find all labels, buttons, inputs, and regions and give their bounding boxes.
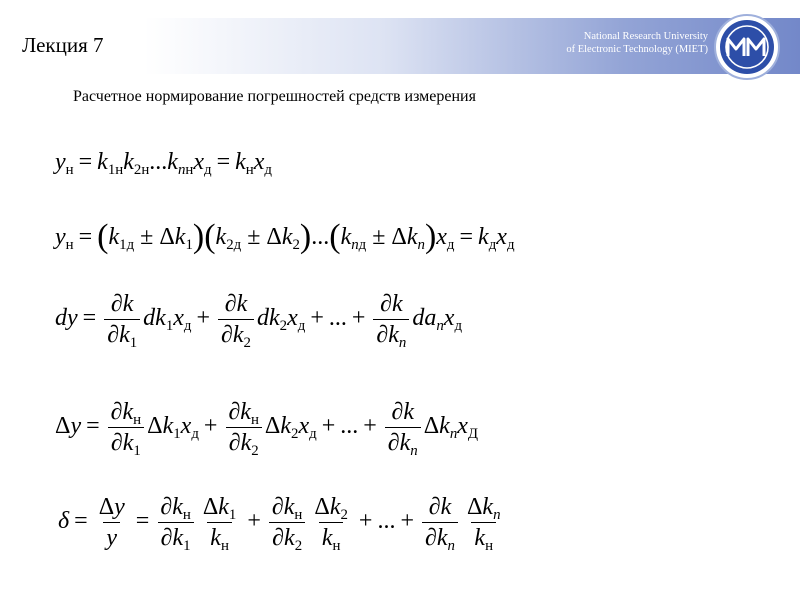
formula-3: dy = $\frac{\partial k}{\partial k_1}$ $dk_1x_д$ + $\frac{\partial k}{\partial k_2}$ $dk_2x_д$ + ... + $\frac{\partial k}{\partial k_n}$ $da_nx_д$ (55, 291, 463, 352)
formula-4: Δy = $\frac{\partial k_н}{\partial k_1}$ $\Delta k_1x_д$ + $\frac{\partial k_н}{\partial k_2}$ $\Delta k_2x_д$ + ... + $\frac{\partial k}{\partial k_n}$ $\Delta k_nx_Д$ (55, 399, 479, 460)
formula-5: δ = $\frac{\Delta y}{y}$ = $\frac{\partial k_н}{\partial k_1}$ $\frac{\Delta k_1}{k_н}$ + $\frac{\partial k_н}{\partial k_2}$ $\frac{\Delta k_2}{k_н}$ + ... + $\frac{\partial k}{\partial k_n}$ $\frac{\Delta k_n}{k_н}$ (58, 494, 501, 555)
university-line-2: of Electronic Technology (MIET) (566, 44, 708, 55)
lecture-title: Лекция 7 (22, 33, 104, 57)
slide-subtitle: Расчетное нормирование погрешностей средств измерения (73, 88, 476, 105)
university-line-1: National Research University (583, 31, 708, 42)
formula-1: $y_н = k_{1н}k_{2н}...k_{nн}x_д = k_нx_д$ (55, 149, 272, 179)
formula-2: $y_н = (k_{1д} \pm \Delta k_1)(k_{2д} \pm \Delta k_2)...(k_{nд} \pm \Delta k_n)x_д = k_дx_д$ (55, 218, 515, 255)
university-name (566, 30, 708, 56)
miet-logo-icon (712, 12, 782, 82)
